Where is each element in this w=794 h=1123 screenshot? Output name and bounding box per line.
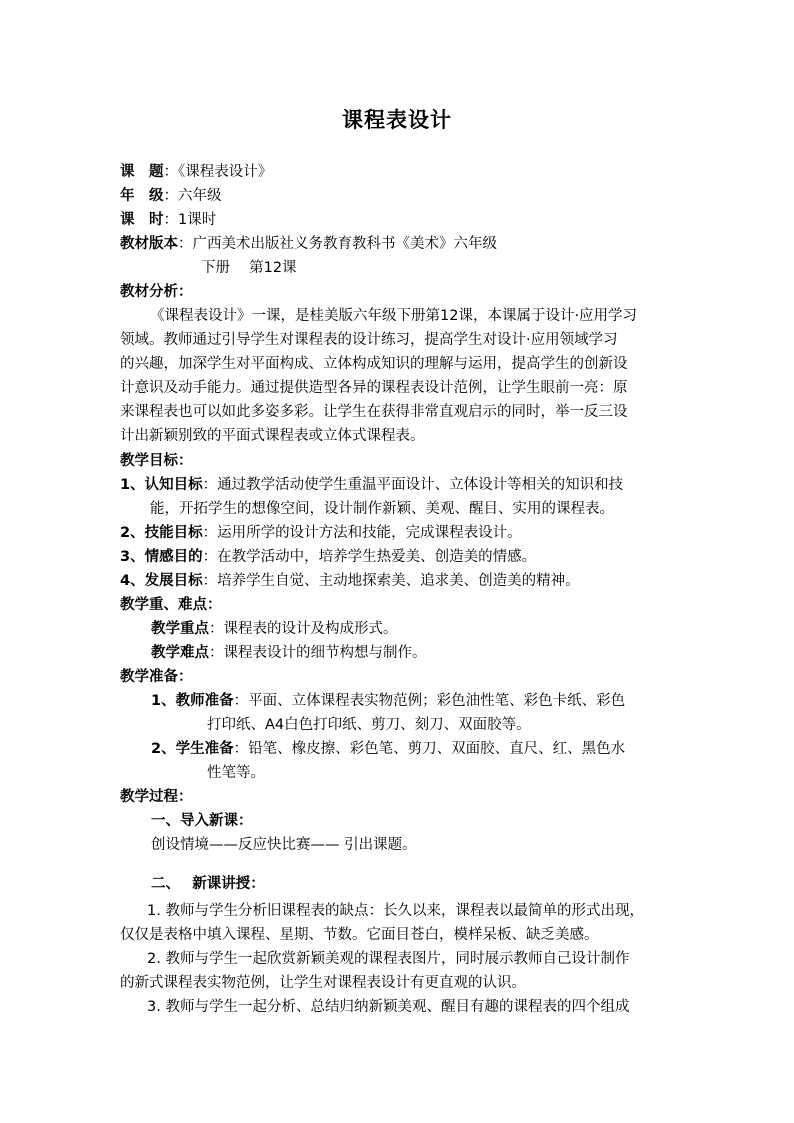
topic-label: 课 题 (120, 164, 164, 180)
grade-row (120, 184, 222, 208)
edition-row (120, 232, 497, 256)
key-points-heading: 教学重、难点： (120, 597, 222, 613)
analysis-heading: 教材分析： (120, 284, 193, 300)
prep-2-label: 2、学生准备 (151, 741, 234, 757)
analysis-line: 计出新颖别致的平面式课程表或立体式课程表。 (120, 428, 425, 444)
goal-3-label: 3、情感目的 (120, 549, 203, 565)
process-item-line: 3. 教师与学生一起分析、总结归纳新颖美观、醒目有趣的课程表的四个组成 (147, 999, 630, 1015)
process-item-line: 2. 教师与学生一起欣赏新颖美观的课程表图片，同时展示教师自己设计制作 (147, 951, 630, 967)
topic-value: ：《课程表设计》 (163, 164, 273, 180)
prep-heading: 教学准备： (120, 669, 193, 685)
goal-2 (120, 521, 522, 545)
key-point-1 (151, 617, 398, 641)
goal-1 (120, 473, 623, 497)
goal-1-label: 1、认知目标 (120, 477, 203, 493)
key-point-1-text: ：课程表的设计及构成形式。 (209, 621, 398, 637)
grade-label: 年 级 (120, 188, 164, 204)
analysis-line: 领域。教师通过引导学生对课程表的设计练习，提高学生对设计·应用领域学习 (120, 332, 618, 348)
analysis-line: 《课程表设计》一课，是桂美版六年级下册第12课，本课属于设计·应用学习 (150, 308, 638, 324)
prep-1-label: 1、教师准备 (151, 693, 234, 709)
goal-1-continued: 能，开拓学生的想像空间，设计制作新颖、美观、醒目、实用的课程表。 (150, 501, 614, 517)
key-point-2-label: 教学难点 (151, 645, 209, 661)
prep-2-continued: 性笔等。 (207, 765, 265, 781)
analysis-line: 计意识及动手能力。通过提供造型各异的课程表设计范例，让学生眼前一亮：原 (120, 380, 628, 396)
process-heading: 教学过程： (120, 789, 193, 805)
goal-3 (120, 545, 536, 569)
prep-1 (151, 689, 625, 713)
goal-1-text: ：通过教学活动使学生重温平面设计、立体设计等相关的知识和技 (202, 477, 624, 493)
goal-2-label: 2、技能目标 (120, 525, 203, 541)
process-item-line: 1. 教师与学生分析旧课程表的缺点：长久以来，课程表以最简单的形式出现， (147, 903, 644, 919)
goals-heading: 教学目标： (120, 453, 193, 469)
process-item-line: 仅仅是表格中填入课程、星期、节数。它面目苍白，模样呆板、缺乏美感。 (120, 927, 599, 943)
key-point-2 (151, 641, 427, 665)
hours-label: 课 时 (120, 212, 164, 228)
process-item-line: 的新式课程表实物范例，让学生对课程表设计有更直观的认识。 (120, 975, 526, 991)
topic-row (120, 160, 272, 184)
page-title: 课程表设计 (342, 108, 452, 132)
goal-4-text: ：培养学生自觉、主动地探索美、追求美、创造美的精神。 (202, 573, 580, 589)
grade-value: ：六年级 (163, 188, 222, 204)
hours-row (120, 208, 216, 232)
edition-label: 教材版本 (120, 236, 178, 252)
analysis-line: 的兴趣，加深学生对平面构成、立体构成知识的理解与运用，提高学生的创新设 (120, 356, 628, 372)
key-point-2-text: ：课程表设计的细节构想与制作。 (209, 645, 427, 661)
prep-1-continued: 打印纸、A4白色打印纸、剪刀、刻刀、双面胶等。 (207, 717, 531, 733)
hours-value: ：1课时 (163, 212, 217, 228)
goal-4 (120, 569, 580, 593)
analysis-line: 来课程表也可以如此多姿多彩。让学生在获得非常直观启示的同时，举一反三设 (120, 404, 628, 420)
edition-value-continued: 下册 第12课 (201, 260, 297, 276)
prep-2 (151, 737, 625, 761)
section-1-heading: 一、导入新课： (151, 813, 253, 829)
goal-2-text: ：运用所学的设计方法和技能，完成课程表设计。 (202, 525, 522, 541)
goal-4-label: 4、发展目标 (120, 573, 203, 589)
prep-2-text: ：铅笔、橡皮擦、彩色笔、剪刀、双面胶、直尺、红、黑色水 (233, 741, 626, 757)
key-point-1-label: 教学重点 (151, 621, 209, 637)
goal-3-text: ：在教学活动中，培养学生热爱美、创造美的情感。 (202, 549, 537, 565)
edition-value: ：广西美术出版社义务教育教科书《美术》六年级 (178, 236, 497, 252)
prep-1-text: ：平面、立体课程表实物范例；彩色油性笔、彩色卡纸、彩色 (233, 693, 626, 709)
section-1-text: 创设情境——反应快比赛—— 引出课题。 (151, 837, 417, 853)
section-2-heading: 二、 新课讲授： (151, 876, 265, 892)
